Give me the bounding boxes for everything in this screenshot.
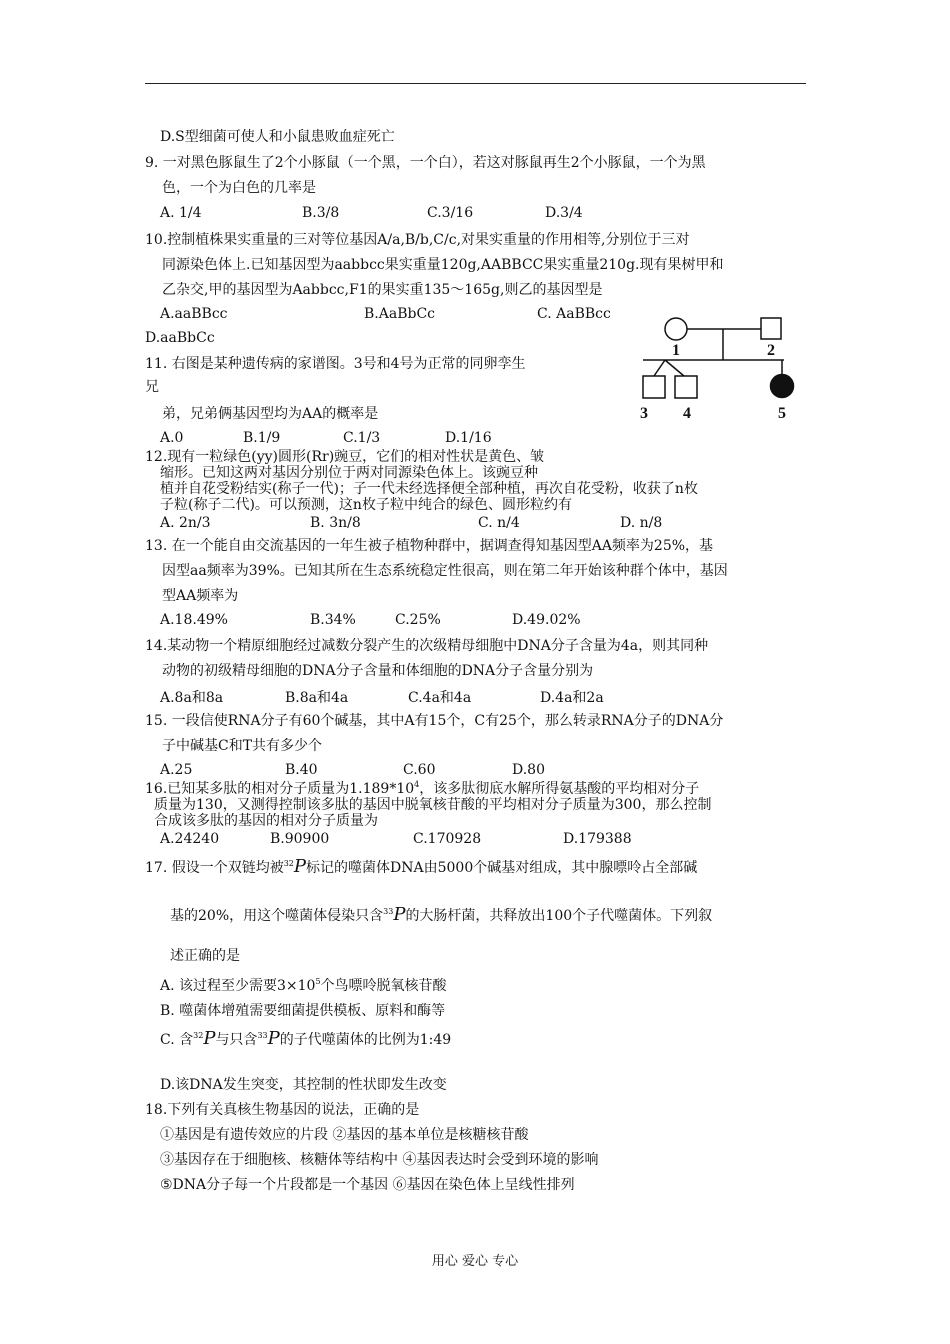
- q9-option-d: D.3/4: [545, 205, 583, 221]
- q10-stem-line3: 乙杂交,甲的基因型为Aabbcc,F1的果实重135～165g,则乙的基因型是: [162, 282, 603, 298]
- q9-option-a: A. 1/4: [160, 205, 202, 221]
- q12-option-a: A. 2n/3: [160, 515, 211, 531]
- pedigree-twin-line-3: [654, 360, 665, 376]
- q12-option-d: D. n/8: [620, 515, 663, 531]
- q9-stem-line1: 9. 一对黑色豚鼠生了2个小豚鼠（一个黑，一个白），若这对豚鼠再生2个小豚鼠，一个为黑: [145, 155, 706, 171]
- q13-stem-line2: 因型aa频率为39%。已知其所在生态系统稳定性很高，则在第二年开始该种群个体中，基因: [162, 563, 728, 579]
- q11-option-d: D.1/16: [445, 430, 492, 446]
- pedigree-female-1: [665, 318, 687, 340]
- q15-stem-line2: 子中碱基C和T共有多少个: [162, 738, 323, 754]
- q17-stem-line2: 基的20%，用这个噬菌体侵染只含$^{33}$P的大肠杆菌，共释放出100个子代噬菌体。下列叙: [170, 904, 713, 925]
- q12-option-c: C. n/4: [478, 515, 520, 531]
- q12-option-b: B. 3n/8: [310, 515, 361, 531]
- q13-option-d: D.49.02%: [512, 612, 581, 628]
- pedigree-label-2: 2: [767, 342, 775, 359]
- q15-option-a: A.25: [160, 762, 193, 778]
- q10-stem-line2: 同源染色体上.已知基因型为aabbcc果实重量120g,AABBCC果实重量210g.现有果树甲和: [162, 257, 724, 273]
- q17-option-b: B. 噬菌体增殖需要细菌提供模板、原料和酶等: [160, 1003, 446, 1019]
- q10-option-a: A.aaBBcc: [160, 306, 228, 322]
- q16-option-c: C.170928: [413, 831, 482, 847]
- q16-stem-line2: 质量为130，又测得控制该多肽的基因中脱氧核苷酸的平均相对分子质量为300，那么控制: [154, 797, 712, 813]
- q13-stem-line3: 型AA频率为: [162, 588, 239, 604]
- q11-stem-line1: 11. 右图是某种遗传病的家谱图。3号和4号为正常的同卵孪生: [145, 356, 526, 372]
- pedigree-label-3: 3: [640, 405, 648, 422]
- q17-stem-line1: 17. 假设一个双链均被$^{32}$P标记的噬菌体DNA由5000个碱基对组成，其中腺嘌呤占全部碱: [145, 856, 698, 877]
- q15-option-b: B.40: [285, 762, 318, 778]
- pedigree-affected-female-5: [771, 375, 794, 398]
- q11-stem-line1-wrap: 兄: [145, 379, 159, 395]
- q10-option-c: C. AaBBcc: [537, 306, 611, 322]
- pedigree-twin-line-4: [665, 360, 684, 376]
- q13-option-a: A.18.49%: [160, 612, 228, 628]
- q11-option-c: C.1/3: [343, 430, 381, 446]
- q9-stem-line2: 色，一个为白色的几率是: [162, 180, 316, 196]
- q18-statement-1-2: ①基因是有遗传效应的片段 ②基因的基本单位是核糖核苷酸: [160, 1127, 529, 1143]
- pedigree-male-2: [761, 318, 781, 339]
- q14-stem-line2: 动物的初级精母细胞的DNA分子含量和体细胞的DNA分子含量分别为: [162, 663, 594, 679]
- q15-option-d: D.80: [512, 762, 545, 778]
- q15-option-c: C.60: [403, 762, 436, 778]
- q12-stem-line2: 缩形。已知这两对基因分别位于两对同源染色体上。该豌豆种: [160, 465, 538, 481]
- q11-stem-line2: 弟，兄弟俩基因型均为AA的概率是: [162, 406, 379, 422]
- q17-option-c: C. 含$^{32}$P与只含$^{33}$P的子代噬菌体的比例为1:49: [160, 1028, 452, 1049]
- q10-stem-line1: 10.控制植株果实重量的三对等位基因A/a,B/b,C/c,对果实重量的作用相等,分别位于三对: [145, 232, 690, 248]
- q18-statement-5-6: ⑤DNA分子每一个片段都是一个基因 ⑥基因在染色体上呈线性排列: [160, 1177, 575, 1193]
- pedigree-male-4: [675, 376, 697, 398]
- q14-option-c: C.4a和4a: [408, 690, 472, 706]
- q17-option-d: D.该DNA发生突变，其控制的性状即发生改变: [160, 1077, 447, 1093]
- q18-stem-line1: 18.下列有关真核生物基因的说法，正确的是: [145, 1102, 420, 1118]
- pedigree-label-4: 4: [683, 405, 691, 422]
- q16-option-a: A.24240: [160, 831, 220, 847]
- q14-option-b: B.8a和4a: [285, 690, 349, 706]
- q10-option-d: D.aaBbCc: [145, 330, 215, 346]
- q11-option-b: B.1/9: [243, 430, 281, 446]
- q9-option-c: C.3/16: [427, 205, 474, 221]
- q14-option-d: D.4a和2a: [540, 690, 604, 706]
- q8-option-d: D.S型细菌可使人和小鼠患败血症死亡: [160, 129, 395, 145]
- q17-stem-line3: 述正确的是: [170, 948, 240, 964]
- q12-stem-line3: 植并自花受粉结实(称子一代)；子一代未经选择便全部种植，再次自花受粉，收获了n枚: [160, 481, 698, 497]
- q16-option-d: D.179388: [563, 831, 632, 847]
- q10-option-b: B.AaBbCc: [364, 306, 435, 322]
- q17-option-a: A. 该过程至少需要$3\times 10^5$个鸟嘌呤脱氧核苷酸: [160, 977, 447, 994]
- q9-option-b: B.3/8: [302, 205, 340, 221]
- q12-stem-line1: 12.现有一粒绿色(yy)圆形(Rr)豌豆，它们的相对性状是黄色、皱: [145, 449, 545, 465]
- q16-stem-line1: 16.已知某多肽的相对分子质量为$1.189*10^4$，该多肽彻底水解所得氨基酸的平均相对分子: [145, 780, 700, 797]
- q14-option-a: A.8a和8a: [160, 690, 224, 706]
- q11-option-a: A.0: [160, 430, 184, 446]
- q12-stem-line4: 子粒(称子二代)。可以预测，这n枚子粒中纯合的绿色、圆形粒约有: [160, 497, 572, 513]
- q16-stem-line3: 合成该多肽的基因的相对分子质量为: [154, 813, 378, 829]
- pedigree-male-3: [643, 376, 665, 398]
- pedigree-chart: [630, 310, 810, 425]
- pedigree-label-1: 1: [672, 342, 680, 359]
- header-rule: [145, 83, 806, 84]
- q15-stem-line1: 15. 一段信使RNA分子有60个碱基，其中A有15个，C有25个，那么转录RNA分子的DNA分: [145, 713, 724, 729]
- q13-option-c: C.25%: [395, 612, 441, 628]
- q14-stem-line1: 14.某动物一个精原细胞经过减数分裂产生的次级精母细胞中DNA分子含量为4a，则其同种: [145, 638, 709, 654]
- q18-statement-3-4: ③基因存在于细胞核、核糖体等结构中 ④基因表达时会受到环境的影响: [160, 1152, 599, 1168]
- q13-stem-line1: 13. 在一个能自由交流基因的一年生被子植物种群中，据调查得知基因型AA频率为25%，基: [145, 538, 714, 554]
- q13-option-b: B.34%: [310, 612, 356, 628]
- q16-option-b: B.90900: [270, 831, 330, 847]
- page-footer: 用心 爱心 专心: [431, 1254, 519, 1269]
- pedigree-label-5: 5: [778, 405, 786, 422]
